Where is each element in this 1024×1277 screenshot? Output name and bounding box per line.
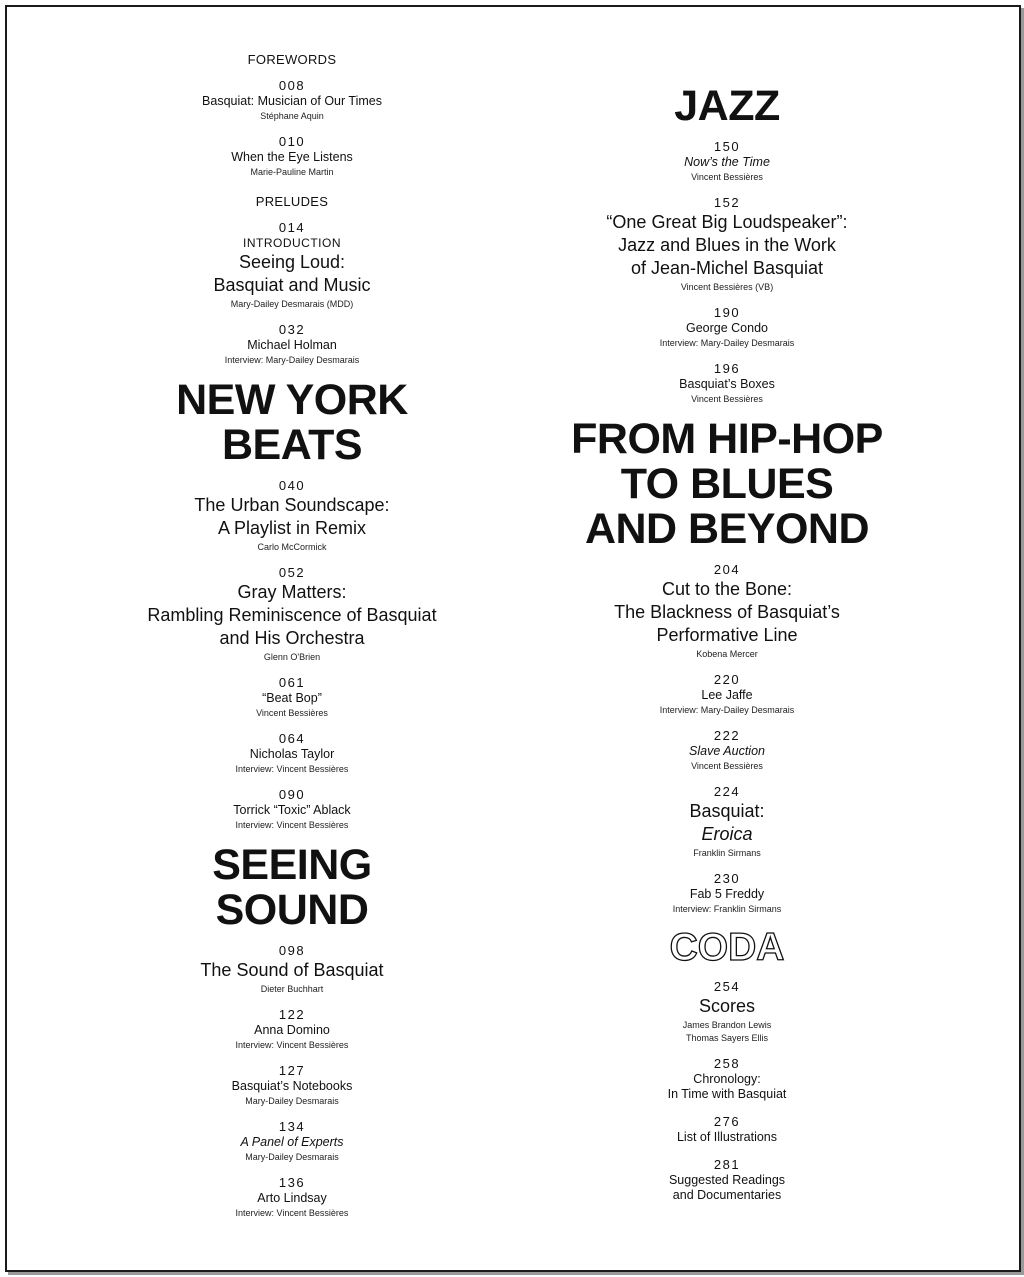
entry-title: The Sound of Basquiat [200,960,384,980]
page-number: 150 [713,139,741,154]
toc-entry[interactable] [92,78,492,122]
toc-entry[interactable] [92,675,492,719]
entry-author: Interview: Vincent Bessières [235,1040,349,1050]
entry-author: Vincent Bessières [256,708,328,718]
entry-title-line: Eroica [701,824,753,844]
toc-entry[interactable] [92,220,492,310]
page-number: 196 [713,361,741,376]
toc-entry[interactable] [527,979,927,1044]
page-number: 090 [278,787,306,802]
entry-title-line: Basquiat: [689,801,765,821]
entry-author: Dieter Buchhart [260,984,324,994]
page-number: 276 [713,1114,741,1129]
section-heading-new-york-beats [92,378,492,468]
entry-title: Slave Auction [689,744,765,758]
entry-title-line: and His Orchestra [219,628,365,648]
entry-title: Lee Jaffe [701,688,753,702]
toc-entry[interactable] [92,1119,492,1163]
toc-entry[interactable] [527,1056,927,1102]
toc-entry[interactable] [527,1157,927,1203]
heading-line: NEW YORK [176,376,408,424]
entry-title-line: Performative Line [656,625,798,645]
entry-title-line: Chronology: [693,1072,761,1086]
entry-title: List of Illustrations [676,1130,778,1144]
toc-entry[interactable] [527,139,927,183]
entry-title-line: of Jean-Michel Basquiat [630,258,824,278]
page-number: 281 [713,1157,741,1172]
toc-entry[interactable] [92,322,492,366]
entry-author: Interview: Vincent Bessières [235,764,349,774]
entry-title-line: and Documentaries [672,1188,782,1202]
toc-entry[interactable] [527,784,927,859]
toc-entry[interactable] [92,1007,492,1051]
section-heading-from-hip-hop [527,417,927,552]
entry-author-line: James Brandon Lewis [682,1020,772,1030]
page-number: 190 [713,305,741,320]
toc-entry[interactable] [527,305,927,349]
page-number: 032 [278,322,306,337]
entry-author: Mary-Dailey Desmarais (MDD) [230,299,354,309]
toc-entry[interactable] [527,361,927,405]
entry-author: Stéphane Aquin [260,111,324,121]
entry-title-line: The Blackness of Basquiat’s [614,602,840,622]
page-number: 014 [278,220,306,235]
toc-right-column [527,82,927,1215]
page-number: 204 [713,562,741,577]
page-number: 258 [713,1056,741,1071]
entry-title: Basquiat’s Notebooks [231,1079,353,1093]
toc-entry[interactable] [92,1063,492,1107]
page-number: 064 [278,731,306,746]
toc-entry[interactable] [527,562,927,660]
entry-title: Torrick “Toxic” Ablack [233,803,351,817]
entry-title-line: Jazz and Blues in the Work [618,235,836,255]
entry-title: A Panel of Experts [240,1135,344,1149]
heading-line: FROM HIP-HOP [571,415,883,463]
page-number: 008 [278,78,306,93]
entry-author: Interview: Mary-Dailey Desmarais [224,355,360,365]
toc-entry[interactable] [92,478,492,553]
heading-line: TO BLUES [620,460,834,508]
entry-author-line: Thomas Sayers Ellis [685,1033,769,1043]
page-number: 040 [278,478,306,493]
entry-title-line: In Time with Basquiat [667,1087,787,1101]
entry-title-line: Seeing Loud: [238,252,346,272]
entry-title-line: Basquiat and Music [213,275,371,295]
entry-author: Vincent Bessières [691,172,763,182]
entry-title-line: The Urban Soundscape: [194,495,390,515]
heading-line: AND BEYOND [584,505,870,553]
entry-title: Basquiat’s Boxes [679,377,775,391]
toc-entry[interactable] [92,787,492,831]
section-heading-coda: CODA [669,926,785,969]
heading-line: SOUND [215,886,369,934]
page-number: 230 [713,871,741,886]
toc-entry[interactable] [92,1175,492,1219]
entry-title: “Beat Bop” [262,691,322,705]
entry-author: Interview: Franklin Sirmans [672,904,782,914]
toc-entry[interactable] [527,672,927,716]
entry-title: Basquiat: Musician of Our Times [202,94,382,108]
entry-author: Vincent Bessières [691,761,763,771]
toc-entry[interactable] [527,728,927,772]
page-number: 134 [278,1119,306,1134]
entry-title: Fab 5 Freddy [689,887,765,901]
entry-title-line: Gray Matters: [237,582,347,602]
section-heading-seeing-sound [92,843,492,933]
entry-author: Interview: Vincent Bessières [235,1208,349,1218]
page-number: 224 [713,784,741,799]
toc-entry[interactable] [92,134,492,178]
page-number: 220 [713,672,741,687]
section-label-forewords: FOREWORDS [247,52,337,67]
entry-title-line: Cut to the Bone: [661,579,793,599]
page-number: 010 [278,134,306,149]
toc-entry[interactable] [527,195,927,293]
entry-title: Anna Domino [254,1023,330,1037]
entry-kicker: INTRODUCTION [243,236,341,250]
entry-author: Interview: Vincent Bessières [235,820,349,830]
entry-author: Vincent Bessières (VB) [680,282,774,292]
entry-title-line: A Playlist in Remix [217,518,367,538]
page-number: 136 [278,1175,306,1190]
entry-author: Interview: Mary-Dailey Desmarais [659,705,795,715]
entry-title: When the Eye Listens [231,150,353,164]
toc-entry[interactable] [527,871,927,915]
heading-line: SEEING [212,841,372,889]
entry-title-line: Suggested Readings [668,1173,786,1187]
toc-entry[interactable] [92,565,492,663]
section-label-preludes: PRELUDES [255,194,329,209]
toc-left-column [92,52,492,1231]
entry-title-line: “One Great Big Loudspeaker”: [606,212,848,232]
entry-title: Now’s the Time [684,155,770,169]
page-number: 222 [713,728,741,743]
entry-author: Franklin Sirmans [693,848,761,858]
entry-author: Interview: Mary-Dailey Desmarais [659,338,795,348]
toc-entry[interactable] [92,731,492,775]
section-heading-jazz: JAZZ [674,82,780,130]
page-number: 098 [278,943,306,958]
page-number: 152 [713,195,741,210]
entry-title: George Condo [685,321,768,335]
entry-author: Vincent Bessières [691,394,763,404]
entry-title: Scores [698,996,756,1016]
entry-author: Glenn O'Brien [263,652,321,662]
entry-title: Michael Holman [247,338,337,352]
entry-author: Mary-Dailey Desmarais [245,1152,339,1162]
page-number: 254 [713,979,741,994]
entry-author: Marie-Pauline Martin [250,167,334,177]
entry-title: Arto Lindsay [257,1191,327,1205]
entry-title: Nicholas Taylor [249,747,335,761]
heading-line: BEATS [221,421,363,469]
page-number: 127 [278,1063,306,1078]
entry-author: Kobena Mercer [696,649,758,659]
entry-title-line: Rambling Reminiscence of Basquiat [147,605,437,625]
page-number: 061 [278,675,306,690]
entry-author: Mary-Dailey Desmarais [245,1096,339,1106]
toc-entry[interactable] [92,943,492,995]
page-number: 122 [278,1007,306,1022]
page-number: 052 [278,565,306,580]
entry-author: Carlo McCormick [257,542,327,552]
toc-entry[interactable] [527,1114,927,1145]
